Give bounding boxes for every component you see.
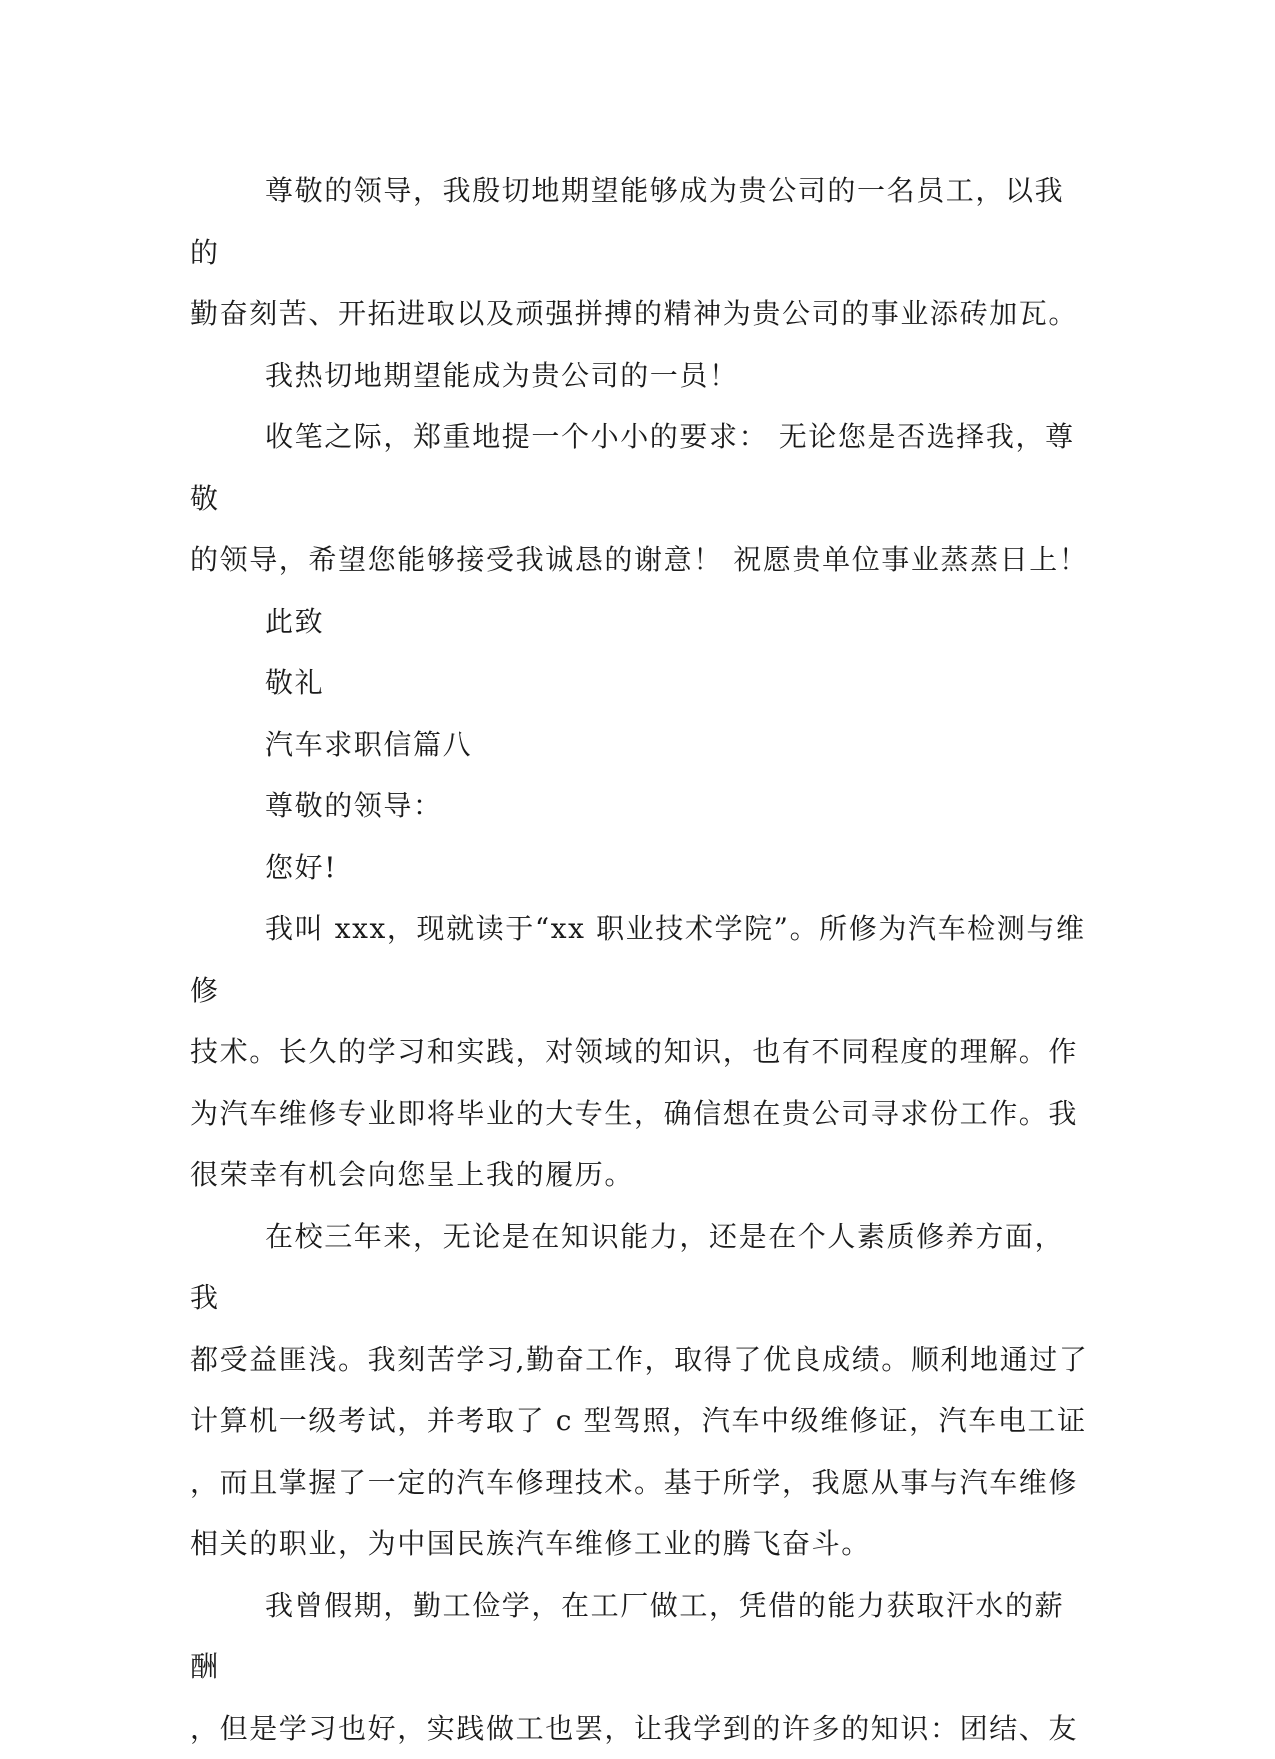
greeting-hello [190,837,1090,899]
paragraph-school-years [190,1206,1090,1575]
text-line: 敬礼 [190,652,1090,714]
text-line: 收笔之际，郑重地提一个小小的要求： 无论您是否选择我，尊敬 [190,406,1090,529]
text-line: 勤奋刻苦、开拓进取以及顽强拼搏的精神为贵公司的事业添砖加瓦。 [190,283,1090,345]
text-line: 在校三年来，无论是在知识能力，还是在个人素质修养方面，我 [190,1206,1090,1329]
text-line: ，但是学习也好，实践做工也罢，让我学到的许多的知识：团结、友 [190,1698,1090,1759]
text-line: 都受益匪浅。我刻苦学习,勤奋工作，取得了优良成绩。顺利地通过了 [190,1329,1090,1391]
text-line: 尊敬的领导，我殷切地期望能够成为贵公司的一名员工，以我的 [190,160,1090,283]
text-line: 很荣幸有机会向您呈上我的履历。 [190,1144,1090,1206]
salutation-ci-zhi [190,591,1090,653]
paragraph-work-study [190,1575,1090,1759]
paragraph-introduction [190,898,1090,1206]
paragraph-closing-wish [190,160,1090,345]
letter-body [190,160,1090,1759]
text-line: 的领导，希望您能够接受我诚恳的谢意！ 祝愿贵单位事业蒸蒸日上！ [190,529,1090,591]
text-line: ，而且掌握了一定的汽车修理技术。基于所学，我愿从事与汽车维修 [190,1452,1090,1514]
paragraph-request [190,406,1090,591]
text-line: 此致 [190,591,1090,653]
text-line: 我曾假期，勤工俭学，在工厂做工，凭借的能力获取汗水的薪酬 [190,1575,1090,1698]
text-line: 相关的职业，为中国民族汽车维修工业的腾飞奋斗。 [190,1513,1090,1575]
paragraph-hope [190,345,1090,407]
salutation-jing-li [190,652,1090,714]
text-line: 我热切地期望能成为贵公司的一员！ [190,345,1090,407]
section-title [190,714,1090,776]
text-line: 您好! [190,837,1090,899]
greeting-addressee [190,775,1090,837]
text-line: 尊敬的领导： [190,775,1090,837]
text-line: 为汽车维修专业即将毕业的大专生，确信想在贵公司寻求份工作。我 [190,1083,1090,1145]
text-line: 计算机一级考试，并考取了 c 型驾照，汽车中级维修证，汽车电工证 [190,1390,1090,1452]
text-line: 我叫 xxx，现就读于“xx 职业技术学院”。所修为汽车检测与维修 [190,898,1090,1021]
text-line: 汽车求职信篇八 [190,714,1090,776]
text-line: 技术。长久的学习和实践，对领域的知识，也有不同程度的理解。作 [190,1021,1090,1083]
